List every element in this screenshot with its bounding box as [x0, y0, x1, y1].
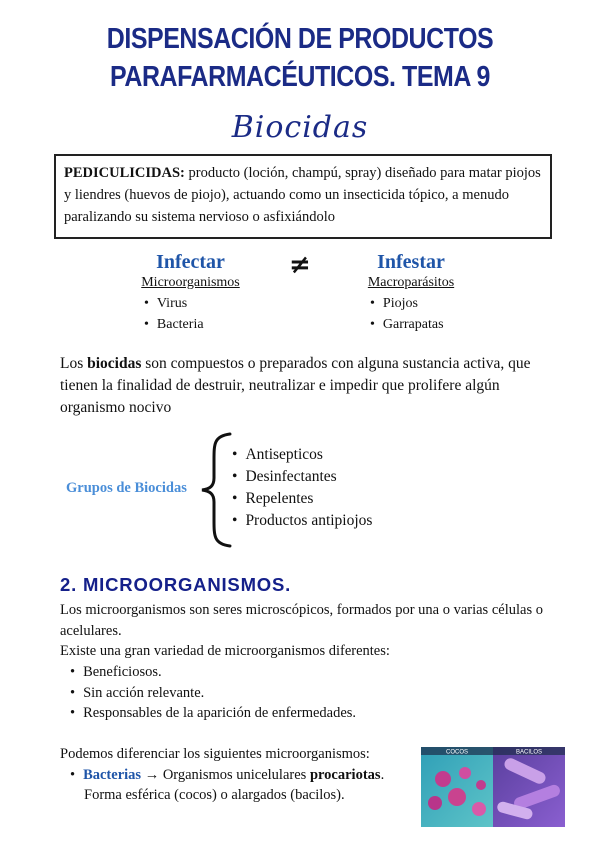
micro-paragraph-2: Existe una gran variedad de microorganismos diferentes:	[60, 643, 390, 659]
procariotas-term: procariotas	[309, 767, 381, 783]
bacteria-label: Bacterias	[83, 767, 142, 783]
group-item: • Repelentes	[232, 488, 372, 510]
micro-list-item: • Sin acción relevante.	[70, 683, 356, 704]
infestar-item: • Piojos	[370, 293, 470, 314]
text-span: .	[380, 767, 385, 783]
group-item: • Desinfectantes	[232, 466, 372, 488]
infectar-column	[128, 251, 253, 335]
definition-term: PEDICULICIDAS:	[64, 165, 185, 181]
subtitle: Biocidas	[231, 110, 369, 145]
bacteria-list	[70, 765, 410, 786]
definition-text: producto (loción, champú, spray) diseñado para matar piojos y liendres (huevos de piojo), actuando como un insecticida tópico, a menudo paralizando su sistema nervioso o asfixiándolo	[64, 165, 541, 225]
image-label-bacilos: BACILOS	[515, 749, 543, 756]
micro-list-item: • Responsables de la aparición de enfermedades.	[70, 703, 356, 724]
group-item: • Productos antipiojos	[232, 510, 372, 532]
bacteria-image	[421, 747, 565, 827]
section-title: 2. MICROORGANISMOS.	[60, 574, 292, 595]
infectar-item: • Bacteria	[144, 314, 253, 335]
title-line-1: DISPENSACIÓN DE PRODUCTOS	[106, 23, 494, 55]
infestar-subtitle: Macroparásitos	[367, 275, 455, 290]
micro-paragraph-1: Los microorganismos son seres microscópicos, formados por una o varias células o acelulares.	[60, 602, 543, 639]
definition-box	[54, 154, 552, 239]
groups-label: Grupos de Biocidas	[66, 480, 187, 496]
curly-brace-icon	[196, 432, 232, 548]
infectar-subtitle: Microorganismos	[141, 275, 240, 290]
bacteria-line-2: Forma esférica (cocos) o alargados (bacilos).	[84, 787, 345, 803]
text-span: Organismos unicelulares	[162, 767, 310, 783]
bacteria-item	[70, 765, 410, 786]
text-span: Los	[60, 355, 88, 372]
infestar-column	[352, 251, 470, 335]
groups-list	[232, 444, 372, 532]
micro-list-item: • Beneficiosos.	[70, 662, 356, 683]
image-label-cocos: COCOS	[445, 749, 469, 756]
biocidas-term: biocidas	[87, 355, 142, 372]
page-title	[42, 20, 558, 96]
not-equal-symbol: ≠	[289, 250, 311, 280]
biocidas-paragraph	[60, 353, 546, 419]
infestar-title: Infestar	[377, 251, 445, 273]
arrow-icon: →	[141, 767, 163, 783]
infectar-item: • Virus	[144, 293, 253, 314]
group-item: • Antisepticos	[232, 444, 372, 466]
micro-list	[70, 662, 356, 724]
infestar-item: • Garrapatas	[370, 314, 470, 335]
text-span: son compuestos o preparados con alguna sustancia activa, que tienen la finalidad de destruir, neutralizar e impedir que prolifere algún organismo nocivo	[60, 355, 531, 416]
title-line-2: PARAFARMACÉUTICOS. TEMA 9	[110, 61, 490, 93]
infectar-title: Infectar	[156, 251, 225, 273]
micro-paragraph-3: Podemos diferenciar los siguientes microorganismos:	[60, 746, 370, 762]
